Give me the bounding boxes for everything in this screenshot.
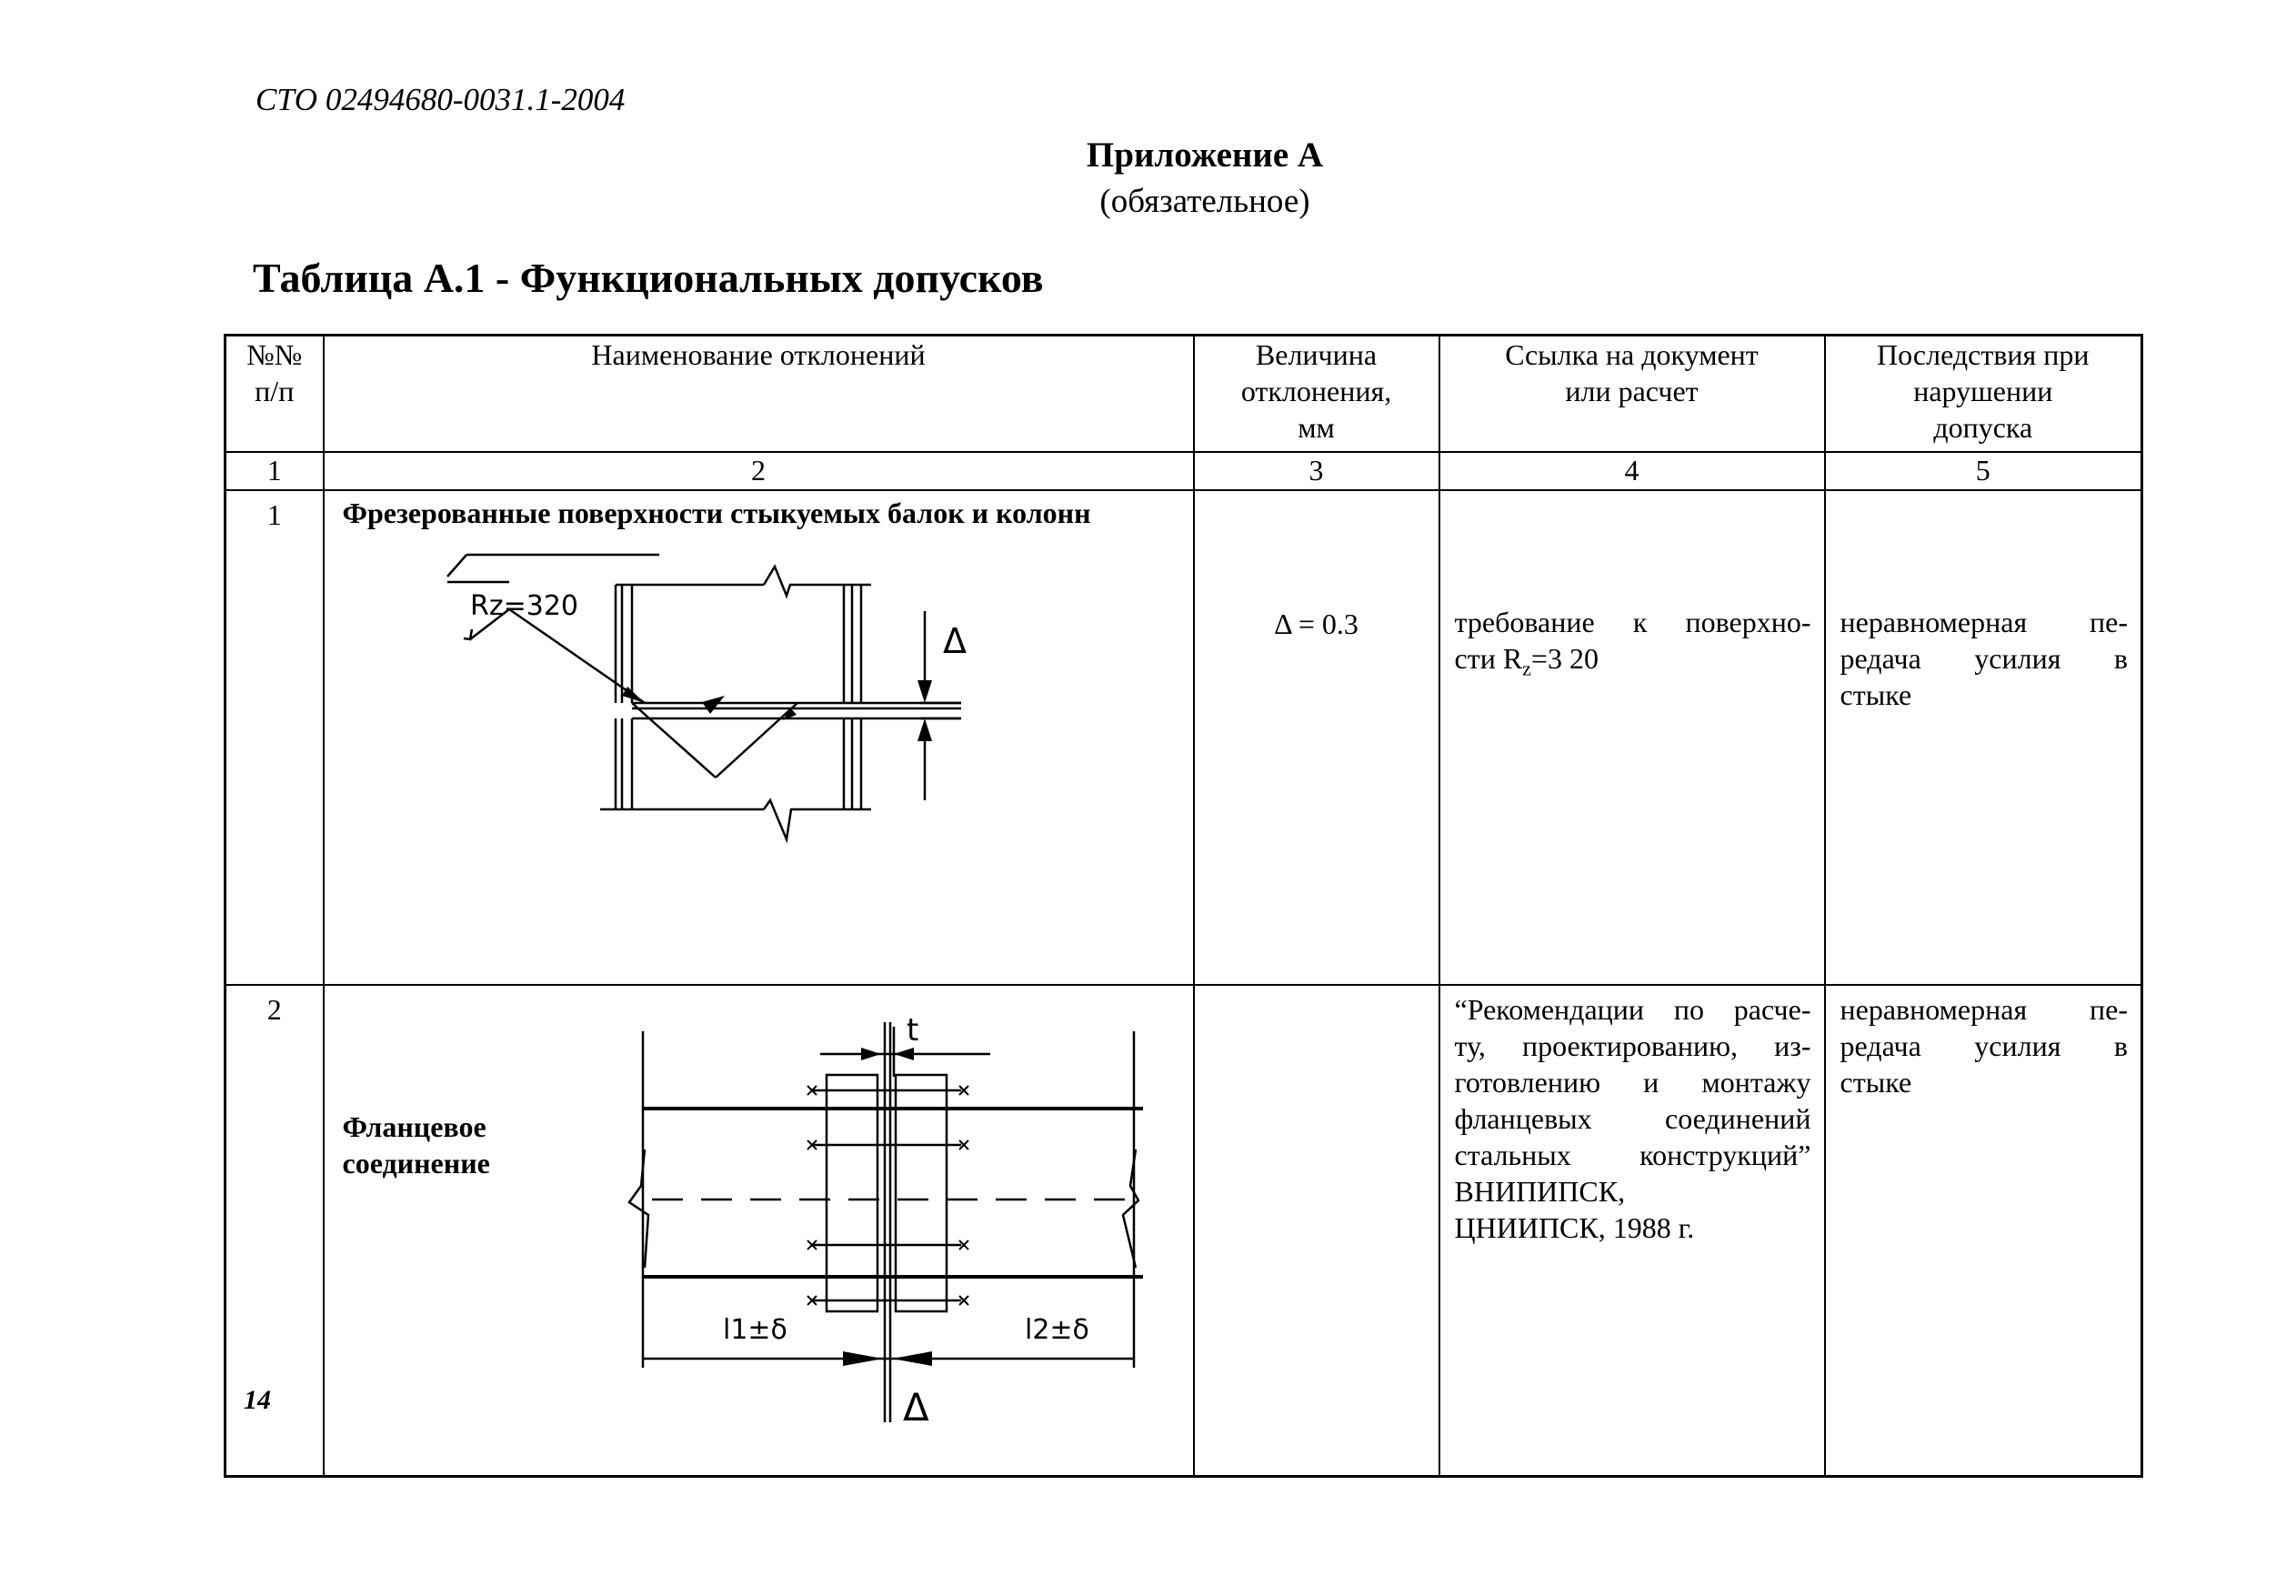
milled-joint-drawing bbox=[325, 491, 1195, 868]
deviation-value bbox=[1194, 985, 1439, 1477]
delta-label: Δ bbox=[902, 1385, 929, 1430]
length-l2-label: l2±δ bbox=[1024, 1314, 1089, 1346]
deviation-value: Δ = 0.3 bbox=[1194, 490, 1439, 985]
row-name-cell bbox=[324, 985, 1194, 1477]
col-number: 5 bbox=[1825, 452, 2142, 490]
flange-joint-drawing bbox=[325, 986, 1195, 1468]
row-name: Фланцевое соединение bbox=[342, 1110, 490, 1179]
table-title: Таблица А.1 - Функциональных допусков bbox=[253, 255, 1044, 301]
reference-text: требование к поверхно- сти $R_z=3$ 20 bbox=[1439, 490, 1825, 985]
appendix-title: Приложение А bbox=[1086, 136, 1324, 175]
row-name: Фрезерованные поверхности стыкуемых балок и колонн bbox=[342, 497, 1091, 529]
col-header-consequence: Последствия при нарушении допуска bbox=[1825, 336, 2142, 453]
col-header-name: Наименование отклонений bbox=[324, 336, 1194, 453]
row-number: 1 bbox=[226, 490, 324, 985]
table-row bbox=[226, 985, 2142, 1477]
delta-label: Δ bbox=[942, 621, 967, 661]
roughness-label: Rz=320 bbox=[469, 590, 578, 622]
tolerance-table bbox=[224, 334, 2143, 1478]
table-row bbox=[226, 490, 2142, 985]
column-numbers-row bbox=[226, 452, 2142, 490]
col-number: 4 bbox=[1439, 452, 1825, 490]
row-name-cell bbox=[324, 490, 1194, 985]
row-number: 2 bbox=[226, 985, 324, 1477]
thickness-label: t bbox=[906, 1012, 918, 1049]
col-header-value: Величина отклонения, мм bbox=[1194, 336, 1439, 453]
table-header-row bbox=[226, 336, 2142, 453]
col-header-reference: Ссылка на документ или расчет bbox=[1439, 336, 1825, 453]
reference-text: “Рекомендации по расче- ту, проектированию, из- готовлению и монтажу фланцевых соединений стальных конструкций” ВНИПИПСК, ЦНИИПСК, 1988 г. bbox=[1439, 985, 1825, 1477]
consequence-text: неравномерная пе- редача усилия в стыке bbox=[1825, 985, 2142, 1477]
col-header-no: №№ п/п bbox=[226, 336, 324, 453]
col-number: 1 bbox=[226, 452, 324, 490]
doc-code: СТО 02494680-0031.1-2004 bbox=[256, 82, 626, 117]
length-l1-label: l1±δ bbox=[722, 1314, 787, 1346]
appendix-note: (обязательное) bbox=[1099, 183, 1310, 220]
col-number: 3 bbox=[1194, 452, 1439, 490]
col-number: 2 bbox=[324, 452, 1194, 490]
page-number: 14 bbox=[244, 1385, 271, 1415]
consequence-text: неравномерная пе- редача усилия в стыке bbox=[1825, 490, 2142, 985]
